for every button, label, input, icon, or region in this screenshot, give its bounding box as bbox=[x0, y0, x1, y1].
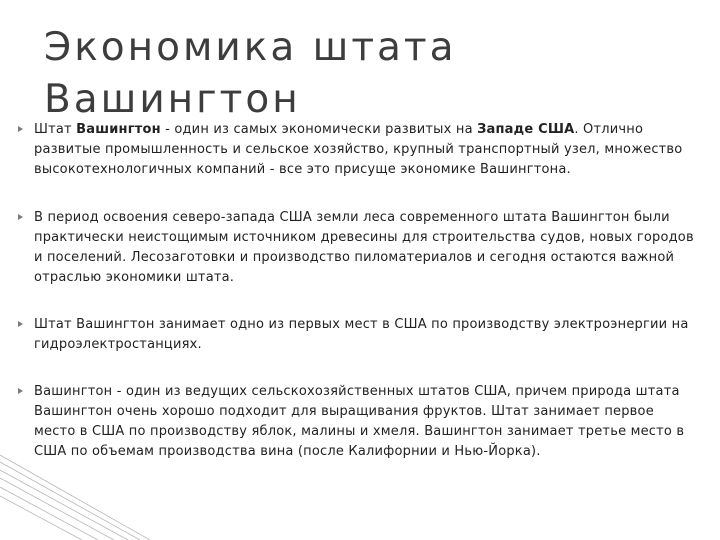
slide-title: Экономика штата Вашингтон bbox=[44, 25, 457, 122]
paragraph-3-text: Штат Вашингтон занимает одно из первых мест в США по производству электроэнергии на гидроэлектростанциях. bbox=[34, 317, 689, 352]
paragraph-1-text-c: . Отлично развитые промышленность и сельское хозяйство, крупный транспортный узел, множество высокотехнологичных компаний - все это присуще экономике Вашингтона. bbox=[34, 122, 683, 177]
slide-content bbox=[16, 120, 696, 489]
triangle-bullet-icon bbox=[18, 214, 23, 220]
paragraph-1-text-a: Штат bbox=[34, 122, 77, 137]
paragraph-2-text: В период освоения северо-запада США земли леса современного штата Вашингтон были практически неистощимым источником древесины для строительства судов, новых городов и поселений. Лесозаготовки и производство пиломатериалов и сегодня остаются важной отраслью экономики штата. bbox=[34, 210, 694, 285]
paragraph-1 bbox=[16, 120, 696, 180]
triangle-bullet-icon bbox=[18, 321, 23, 327]
paragraph-1-bold-b: Западе США bbox=[477, 122, 575, 137]
paragraph-3 bbox=[16, 315, 696, 355]
paragraph-4-text: Вашингтон - один из ведущих сельскохозяйственных штатов США, причем природа штата Вашингтон очень хорошо подходит для выращивания фруктов. Штат занимает первое место в США по производству яблок, малины и хмеля. Вашингтон занимает третье место в США по объемам производства вина (после Калифорнии и Нью-Йорка). bbox=[34, 384, 685, 459]
paragraph-1-text-b: - один из самых экономически развитых на bbox=[160, 122, 478, 137]
paragraph-2 bbox=[16, 208, 696, 288]
paragraph-1-bold-a: Вашингтон bbox=[76, 122, 161, 137]
triangle-bullet-icon bbox=[18, 388, 23, 394]
triangle-bullet-icon bbox=[18, 126, 23, 132]
paragraph-4 bbox=[16, 382, 696, 462]
